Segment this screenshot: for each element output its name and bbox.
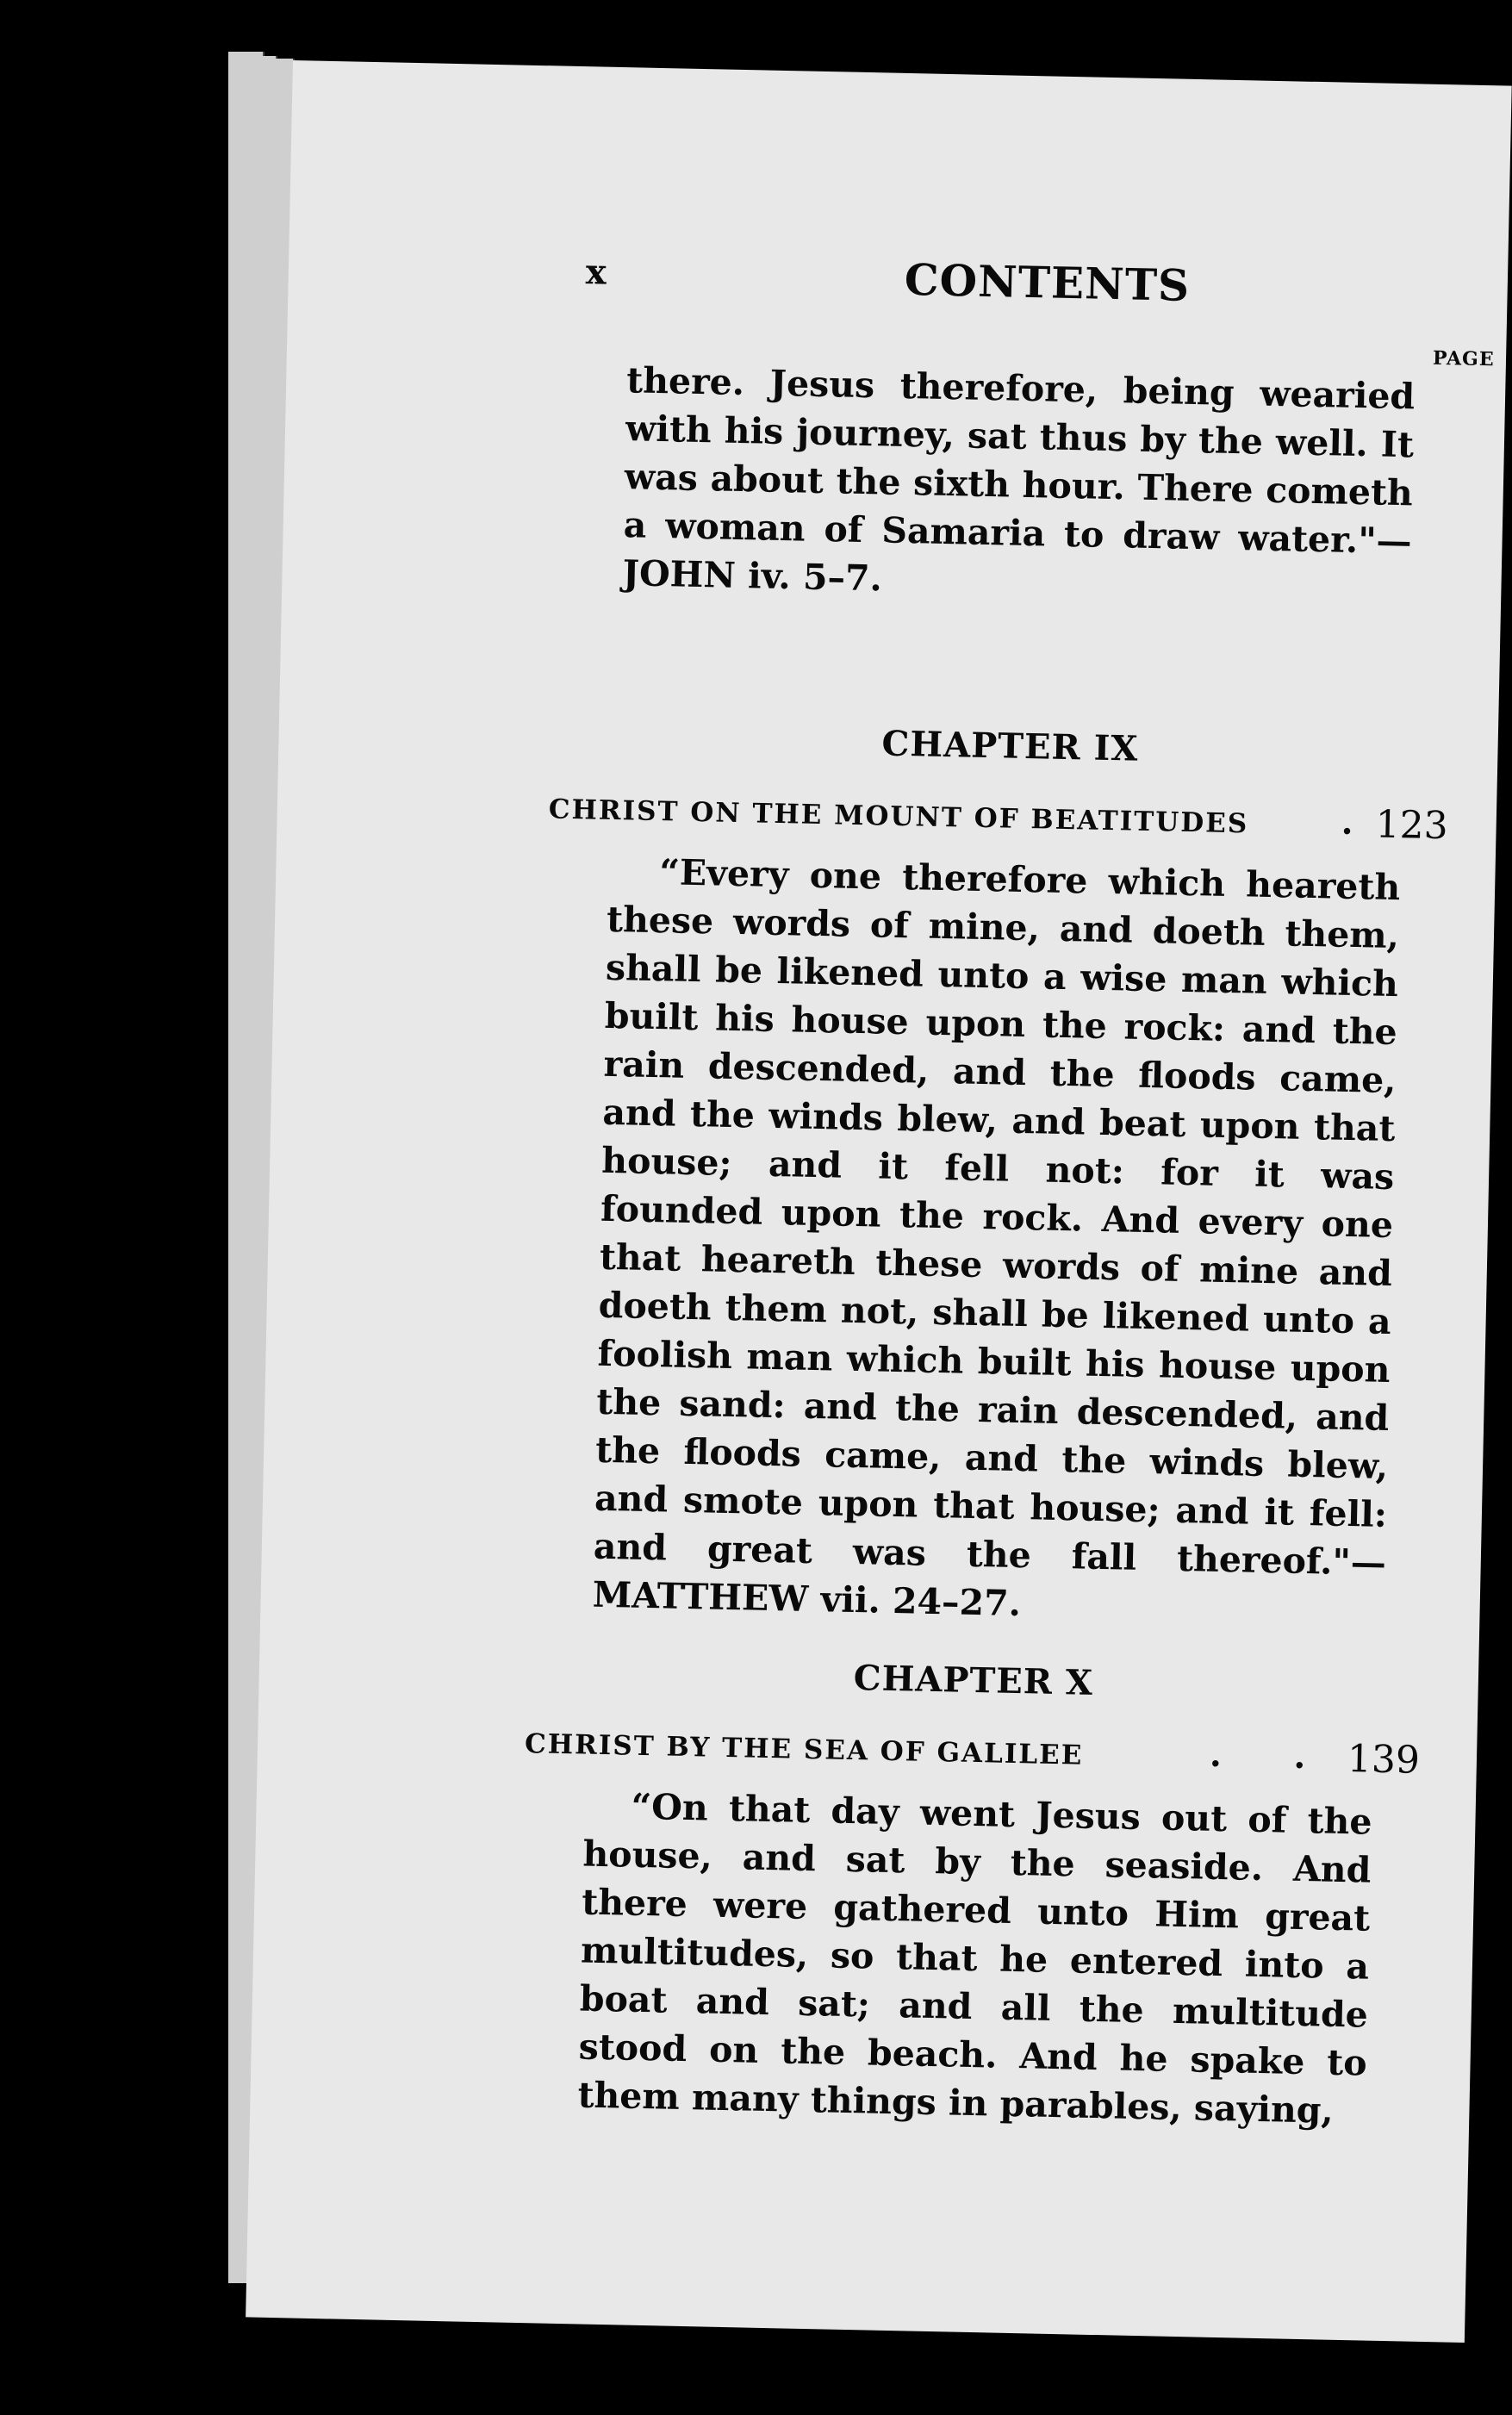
toc-entry-title: CHRIST ON THE MOUNT OF BEATITUDES <box>548 794 1249 840</box>
toc-page-number: 139 <box>1347 1737 1421 1783</box>
toc-entry <box>258 1715 1478 1792</box>
toc-entry <box>277 780 1496 857</box>
toc-leader: . . <box>1209 1733 1306 1777</box>
folio: x <box>585 252 607 293</box>
chapter-heading: CHAPTER X <box>853 1658 1094 1703</box>
chapter-quote: “Every one therefore which heareth these words of mine, and doeth them, shall be likened unto a wise man which built his house upon the rock: and the rain descended, and the floods came, and the winds blew, and beat upon that house; and it fell not: for it was founded upon the rock. And every one that heareth these words of mine and doeth them not, shall be likened unto a foolish man which built his house upon the sand: and the rain descended, and the floods came, and the winds blew, and smote upon that house; and it fell: and great was the fall thereof."—MATTHEW vii. 24–27. <box>592 851 1401 1625</box>
page-column-label: PAGE <box>1432 346 1495 371</box>
book-page <box>246 60 1512 2343</box>
toc-entry-title: CHRIST BY THE SEA OF GALILEE <box>524 1728 1084 1771</box>
chapter-quote: “On that day went Jesus out of the house, and sat by the seaside. And there were gathered unto Him great multitudes, so that he entered into a boat and sat; and all the multitude stood on the beach. And he spake to them many things in parables, saying, <box>577 1785 1372 2132</box>
chapter-heading: CHAPTER IX <box>881 723 1139 769</box>
running-head <box>288 241 1508 371</box>
toc-page-number: 123 <box>1375 802 1449 849</box>
toc-leader: . <box>1341 801 1354 843</box>
continued-quote: there. Jesus therefore, being wearied with his journey, sat thus by the well. It was about the sixth hour. There cometh a woman of Samaria to draw water."—JOHN iv. 5–7. <box>622 359 1416 600</box>
page-title: CONTENTS <box>904 253 1191 311</box>
